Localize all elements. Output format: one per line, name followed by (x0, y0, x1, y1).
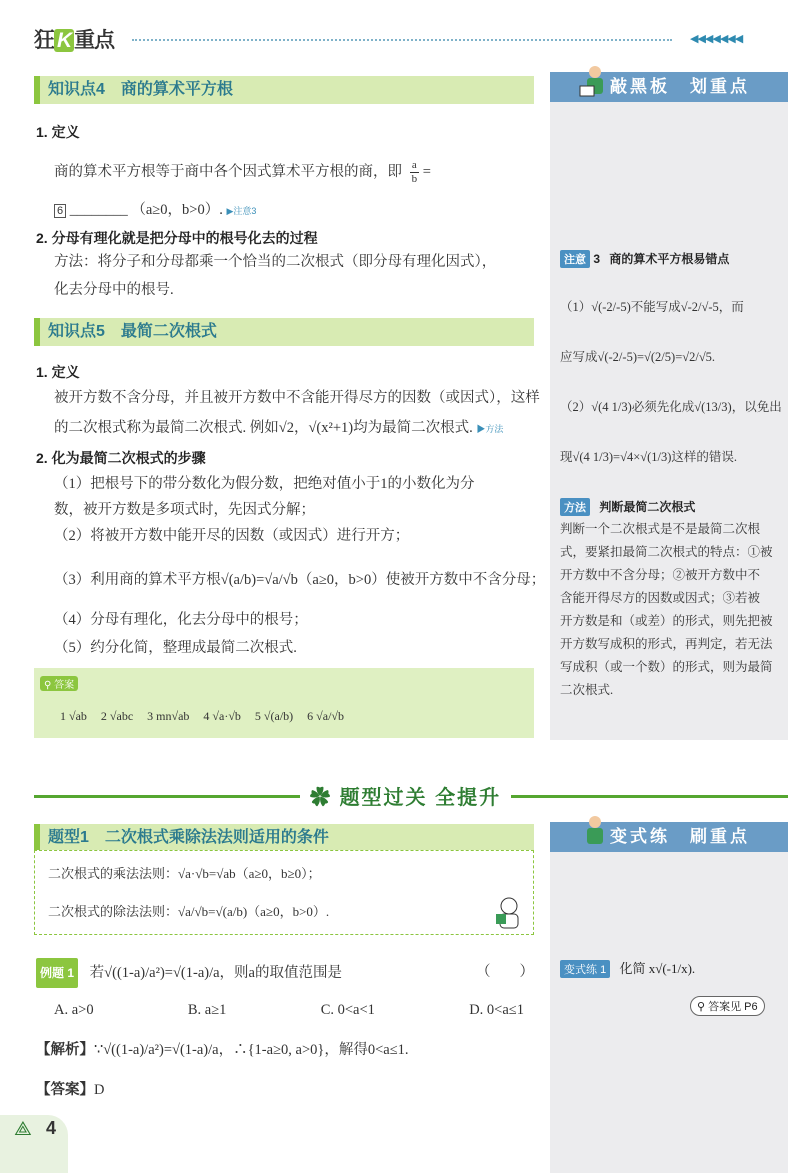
answer-item: 2 √abc (100, 709, 134, 723)
kp5-step: （2）将被开方数中能开尽的因数（或因式）进行开方； (54, 528, 410, 544)
kp4-para1-blank: 6 ________ （a≥0，b>0）. ▶注意3 (54, 196, 256, 225)
method-body (560, 518, 788, 702)
exercise-item: 变式练 1 化简 x√(-1/x). (560, 958, 695, 978)
answers-list (60, 702, 530, 730)
answer-item: 1 √ab (60, 709, 87, 723)
example-answer: 【答案】D (36, 1082, 105, 1098)
note3-heading: 注意 3 商的算术平方根易错点 (560, 250, 729, 268)
page-corner (0, 1115, 68, 1173)
kp4-section2: 2. 分母有理化就是把分母中的根号化去的过程 (36, 230, 318, 246)
note3-line: 现√(4 1/3)=√4×√(1/3)这样的错误. (560, 450, 738, 464)
student-icon (578, 814, 612, 852)
type1-rule-div: 二次根式的除法法则：√a/√b=√(a/b)（a≥0，b>0）. (48, 904, 330, 919)
answer-item: 6 √a/√b (307, 709, 345, 723)
method-tag: 方法 (560, 498, 590, 516)
note3-line: 应写成√(-2/-5)=√(2/5)=√2/√5. (560, 350, 716, 364)
example-options (54, 996, 524, 1024)
blank-number: 6 (54, 204, 66, 218)
method-heading: 方法 判断最简二次根式 (560, 498, 695, 516)
kp5-step: （4）分母有理化，化去分母中的根号； (54, 612, 308, 628)
option-b[interactable]: B. a≥1 (187, 1002, 227, 1018)
method-line: 开方数中不含分母；②被开方数中不 (560, 568, 761, 582)
kp5-section1: 1. 定义 (36, 364, 80, 380)
option-d[interactable]: D. 0<a≤1 (469, 1002, 524, 1018)
answer-item: 5 √(a/b) (254, 709, 294, 723)
key-icon: ⚲ (44, 680, 52, 691)
header-divider (132, 39, 672, 41)
compass-icon: ⟁ (14, 1118, 32, 1140)
method-line: 开方数是和（或差）的形式，则先把被 (560, 614, 773, 628)
option-c[interactable]: C. 0<a<1 (320, 1002, 375, 1018)
note3-line: （2）√(4 1/3)必须先化成√(13/3)，以免出 (560, 400, 782, 414)
note3-body (560, 282, 785, 482)
sidebar-title: 敲黑板 划重点 (550, 72, 788, 102)
note-tag: 注意 (560, 250, 590, 268)
method-line: 判断一个二次根式是不是最简二次根 (560, 522, 761, 536)
exercise-answer-link[interactable]: ⚲ 答案见 P6 (690, 996, 765, 1016)
flower-icon: ✿ (310, 787, 332, 809)
example-question: 例题 1 若√((1-a)/a²)=√(1-a)/a，则a的取值范围是 （ ） (36, 958, 534, 988)
note3-link[interactable]: ▶注意3 (226, 206, 257, 216)
arrow-decoration-icon: ◀◀◀◀◀◀◀ (690, 32, 743, 45)
kp5-title: 知识点5 最简二次根式 (34, 318, 534, 346)
kp5-step: 数，被开方数是多项式时，先因式分解； (54, 502, 315, 518)
kp5-section2: 2. 化为最简二次根式的步骤 (36, 450, 206, 466)
kp4-para2a: 方法：将分子和分母都乘一个恰当的二次根式（即分母有理化因式）， (54, 254, 497, 270)
exercise-tag: 变式练 1 (560, 960, 610, 978)
page-number: 4 (46, 1118, 57, 1138)
kp5-step: （3）利用商的算术平方根√(a/b)=√a/√b（a≥0，b>0）使被开方数中不含分母； (54, 572, 546, 588)
kp5-step: （5）约分化简，整理成最简二次根式. (54, 640, 297, 656)
note3-line: （1）√(-2/-5)不能写成√-2/√-5，而 (560, 300, 744, 314)
kp4-section1: 1. 定义 (36, 124, 80, 140)
method-line: 式，要紧扣最简二次根式的特点：①被 (560, 545, 773, 559)
answer-item: 3 mn√ab (147, 709, 190, 723)
divider-title: ✿ 题型过关 全提升 (300, 781, 511, 810)
answer-item: 4 √a·√b (203, 709, 241, 723)
kp5-para1a: 被开方数不含分母，并且被开方数中不含能开得尽方的因数（或因式），这样 (54, 390, 540, 406)
type1-title: 题型1 二次根式乘除法法则适用的条件 (34, 824, 534, 850)
brand-logo: 狂 K 重点 (34, 29, 115, 52)
kp5-step: （1）把根号下的带分数化为假分数，把绝对值小于1的小数化为分 (54, 476, 475, 492)
type1-rule-mult: 二次根式的乘法法则：√a·√b=√ab（a≥0，b≥0）； (48, 866, 321, 881)
key-icon: ⚲ (697, 1001, 706, 1013)
method-line: 开方数写成积的形式，再判定，若无法 (560, 637, 773, 651)
teacher-icon (578, 64, 612, 102)
kp4-title: 知识点4 商的算术平方根 (34, 76, 534, 104)
method-link[interactable]: ▶方法 (476, 424, 504, 434)
example-tag: 例题 1 (36, 958, 78, 988)
answers-label: ⚲ 答案 (40, 676, 78, 691)
method-line: 二次根式. (560, 683, 614, 697)
sidebar-title2: 变式练 刷重点 (550, 822, 788, 852)
kp4-para2b: 化去分母中的根号. (54, 282, 174, 298)
kp4-para1: 商的算术平方根等于商中各个因式算术平方根的商，即 $\frac{a}{b}$ = (54, 159, 431, 186)
kp5-para1b: 的二次根式称为最简二次根式. 例如√2，√(x²+1)均为最简二次根式. ▶方法 (54, 420, 504, 436)
method-line: 含能开得尽方的因数或因式；③若被 (560, 591, 761, 605)
method-line: 写成积（或一个数）的形式，则为最简 (560, 660, 773, 674)
mascot-icon (492, 896, 526, 932)
option-a[interactable]: A. a>0 (54, 1002, 94, 1018)
example-analysis: 【解析】∵√((1-a)/a²)=√(1-a)/a，∴{1-a≥0, a>0}，解得0<a≤1. (36, 1042, 409, 1058)
